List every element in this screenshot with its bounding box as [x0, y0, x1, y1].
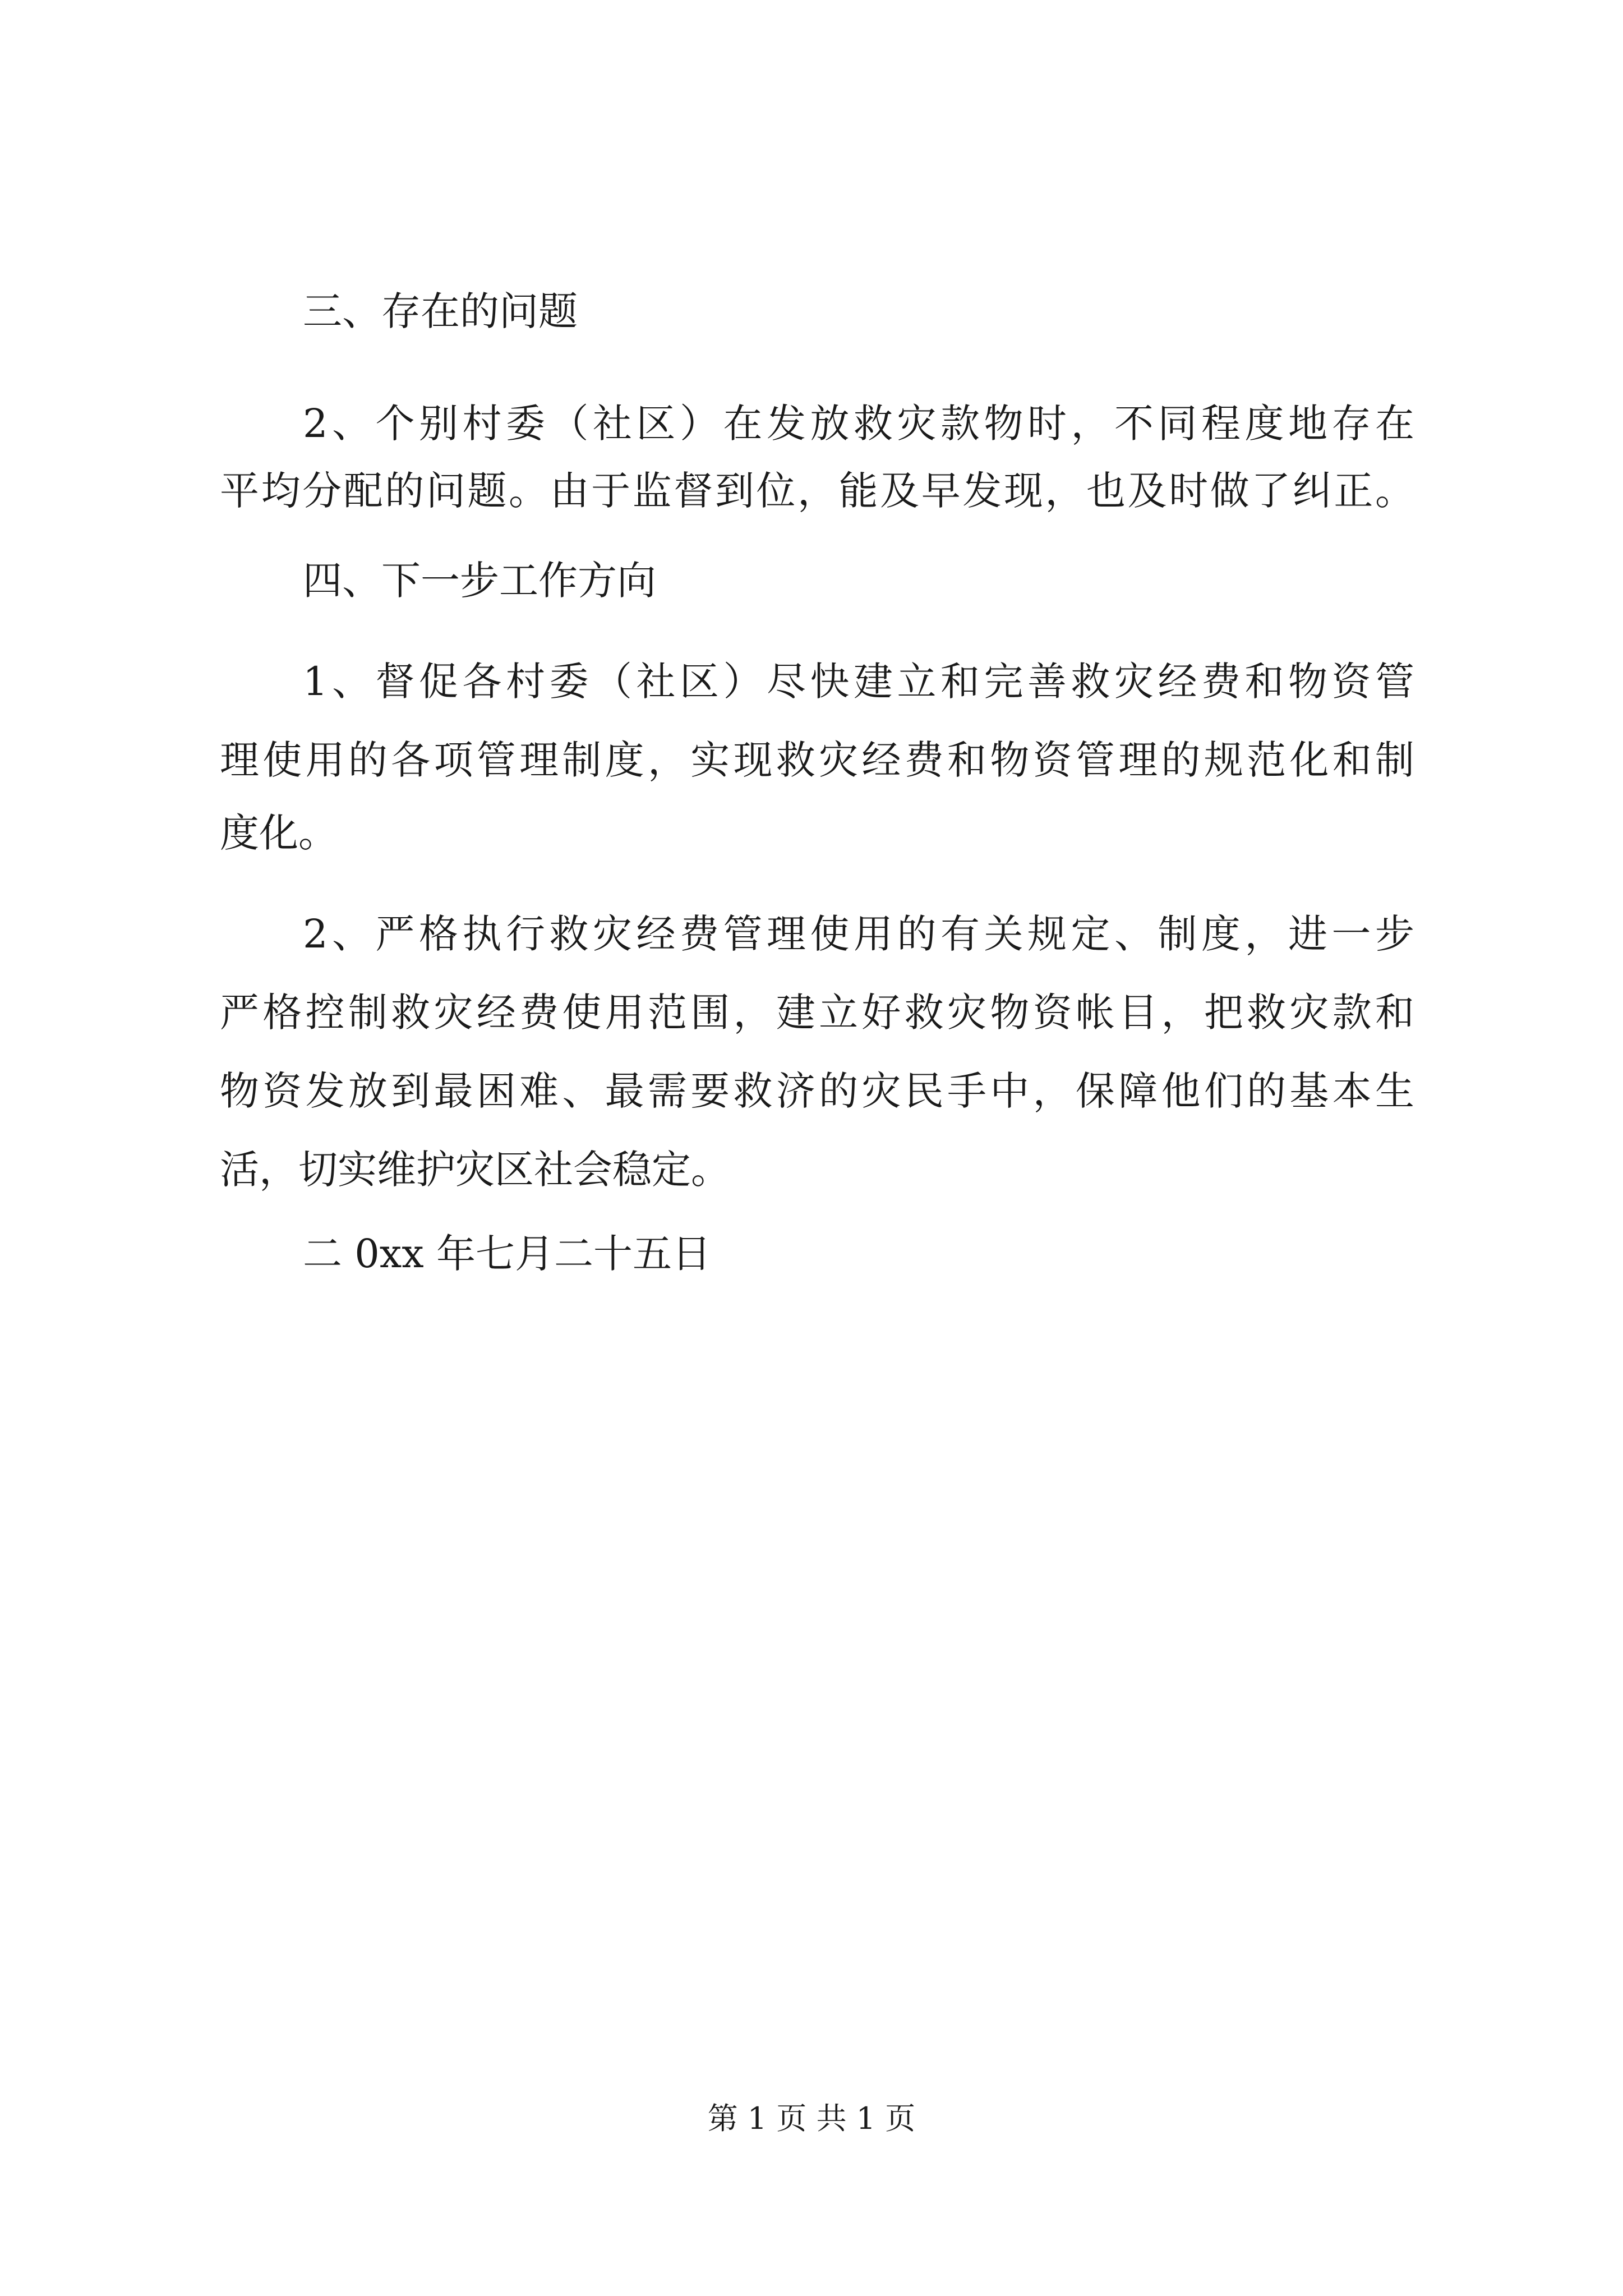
paragraph-problem-2-line-1: 2、个别村委（社区）在发放救灾款物时，不同程度地存在 [303, 401, 1414, 447]
paragraph-step-2-line-1: 2、严格执行救灾经费管理使用的有关规定、制度，进一步 [303, 911, 1414, 957]
paragraph-problem-2-line-2: 平均分配的问题。由于监督到位，能及早发现，也及时做了纠正。 [220, 468, 1414, 514]
page-number-footer: 第 1 页 共 1 页 [707, 2101, 916, 2136]
paragraph-step-1-line-2: 理使用的各项管理制度，实现救灾经费和物资管理的规范化和制 [220, 737, 1414, 783]
paragraph-step-2-line-2: 严格控制救灾经费使用范围，建立好救灾物资帐目，把救灾款和 [220, 990, 1414, 1036]
heading-next-steps: 四、下一步工作方向 [303, 558, 656, 604]
paragraph-step-2-line-4: 活，切实维护灾区社会稳定。 [220, 1147, 730, 1193]
heading-existing-problems: 三、存在的问题 [303, 288, 578, 334]
paragraph-step-1-line-3: 度化。 [220, 810, 338, 856]
paragraph-step-1-line-1: 1、督促各村委（社区）尽快建立和完善救灾经费和物资管 [303, 659, 1414, 705]
document-date: 二 0xx 年七月二十五日 [303, 1231, 711, 1277]
paragraph-step-2-line-3: 物资发放到最困难、最需要救济的灾民手中，保障他们的基本生 [220, 1068, 1414, 1114]
